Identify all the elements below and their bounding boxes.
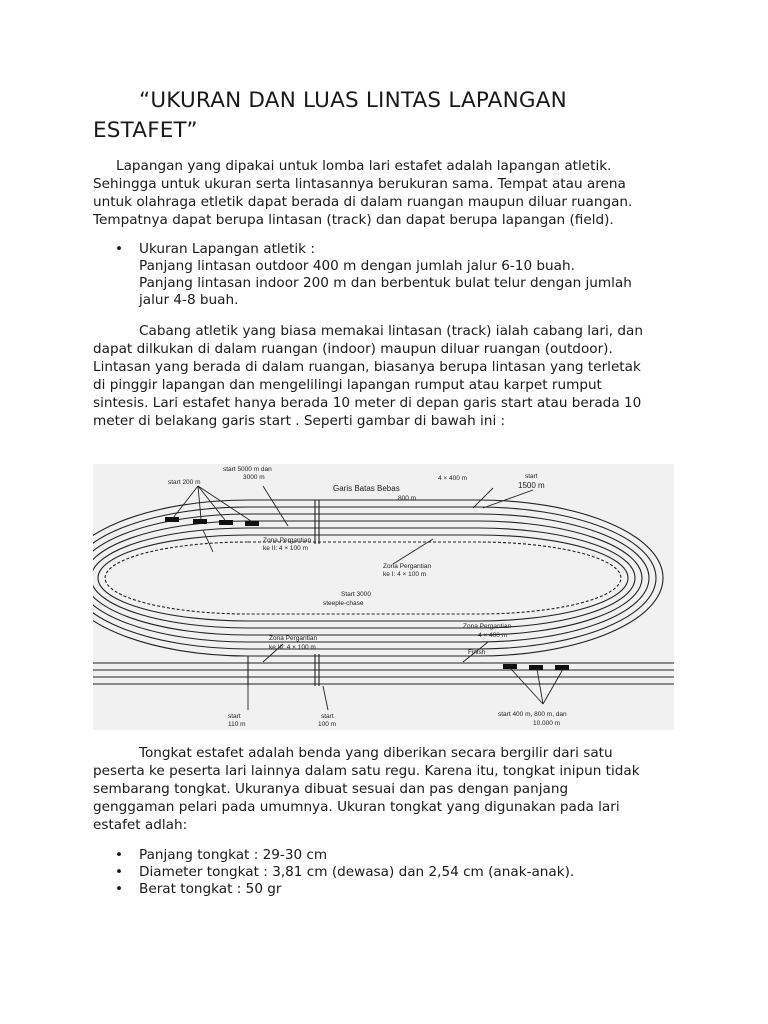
label-relay-400: 4 × 400 m: [438, 475, 468, 482]
label-zona-400-a: Zona Pergantian: [463, 623, 512, 630]
bullet-icon: •: [115, 847, 124, 863]
track-line: dapat dilkukan di dalam ruangan (indoor) maupun diluar ruangan (outdoor).: [93, 341, 613, 357]
label-start-400-a: start 400 m, 800 m, dan: [498, 711, 567, 718]
spec-diameter: Diameter tongkat : 3,81 cm (dewasa) dan 2,54 cm (anak-anak).: [139, 864, 575, 880]
spec-length: Panjang tongkat : 29-30 cm: [139, 847, 328, 863]
label-start-100-b: 100 m: [318, 721, 337, 728]
intro-line: Tempatnya dapat berupa lintasan (track) dan dapat berupa lapangan (field).: [93, 212, 614, 228]
pointer-lines: [173, 486, 563, 710]
label-start-5000-2: 3000 m: [243, 474, 265, 481]
label-start-100-a: start: [321, 713, 334, 720]
track-paragraph: [93, 322, 683, 430]
baton-line: Tongkat estafet adalah benda yang diberikan secara bergilir dari satu: [139, 745, 613, 761]
label-steeple-a: Start 3000: [341, 591, 371, 598]
track-line: meter di belakang garis start . Seperti gambar di bawah ini :: [93, 413, 506, 429]
label-start-110-b: 110 m: [228, 721, 246, 728]
bullet-line: Panjang lintasan outdoor 400 m dengan jumlah jalur 6-10 buah.: [139, 258, 575, 274]
track-line: Lintasan yang berada di dalam ruangan, biasanya berupa lintasan yang terletak: [93, 359, 641, 375]
baton-line: sembarang tongkat. Ukuranya dibuat sesuai dan pas dengan panjang: [93, 781, 569, 797]
track-diagram: [93, 464, 674, 730]
track-line: sintesis. Lari estafet hanya berada 10 meter di depan garis start atau berada 10: [93, 395, 642, 411]
track-line: Cabang atletik yang biasa memakai lintasan (track) ialah cabang lari, dan: [139, 323, 643, 339]
track-line: di pinggir lapangan dan mengelilingi lapangan rumput atau karpet rumput: [93, 377, 602, 393]
label-zona-3-a: Zona Pergantian: [269, 635, 318, 642]
intro-line: Lapangan yang dipakai untuk lomba lari estafet adalah lapangan atletik.: [116, 158, 612, 174]
title-line-1: “UKURAN DAN LUAS LINTAS LAPANGAN: [139, 88, 567, 113]
label-finish: Finish: [468, 649, 486, 656]
label-zona-2-a: Zona Pergantian: [263, 537, 312, 544]
bullet-icon: •: [115, 881, 124, 897]
list-item: [93, 864, 683, 881]
label-start-1500-2: 1500 m: [518, 481, 545, 490]
label-start-110-a: start: [228, 713, 241, 720]
baton-line: peserta ke peserta lari lainnya dalam satu regu. Karena itu, tongkat inipun tidak: [93, 763, 640, 779]
label-steeple-b: steeple-chase: [323, 600, 364, 607]
list-item: [93, 881, 683, 898]
intro-paragraph: [93, 157, 683, 229]
bullet-icon: •: [115, 864, 124, 880]
baton-line: genggaman pelari pada umumnya. Ukuran tongkat yang digunakan pada lari: [93, 799, 620, 815]
list-item: [93, 241, 683, 309]
label-start-5000-1: start 5000 m dan: [223, 466, 272, 473]
baton-spec-list: [93, 847, 683, 898]
baton-line: estafet adlah:: [93, 817, 188, 833]
page-title: [93, 86, 653, 146]
label-garis-batas: Garis Batas Bebas: [333, 484, 400, 493]
bullet-line: Ukuran Lapangan atletik :: [139, 241, 315, 257]
bullet-line: jalur 4-8 buah.: [139, 292, 239, 308]
track-lanes: [93, 500, 663, 656]
label-zona-400-b: 4 × 400 m: [478, 632, 508, 639]
label-zona-2-b: ke II: 4 × 100 m: [263, 545, 308, 552]
list-item: [93, 847, 683, 864]
intro-line: untuk olahraga etletik dapat berada di dalam ruangan maupun diluar ruangan.: [93, 194, 633, 210]
bullet-icon: •: [115, 241, 124, 257]
spec-weight: Berat tongkat : 50 gr: [139, 881, 282, 897]
label-zona-1-a: Zona Pergantian: [383, 563, 432, 570]
label-start-1500-1: start: [525, 473, 538, 480]
label-zona-3-b: ke III: 4 × 100 m: [269, 644, 316, 651]
label-800m: 800 m: [398, 495, 417, 502]
intro-line: Sehingga untuk ukuran serta lintasannya berukuran sama. Tempat atau arena: [93, 176, 626, 192]
track-diagram-svg: [93, 464, 674, 730]
baton-paragraph: [93, 744, 683, 834]
field-size-bullet: [93, 241, 683, 309]
label-start-200: start 200 m: [168, 479, 201, 486]
bullet-line: Panjang lintasan indoor 200 m dan berbentuk bulat telur dengan jumlah: [139, 275, 632, 291]
label-zona-1-b: ke I: 4 × 100 m: [383, 571, 427, 578]
title-line-2: ESTAFET”: [93, 118, 198, 143]
label-start-400-b: 10.000 m: [533, 720, 561, 727]
